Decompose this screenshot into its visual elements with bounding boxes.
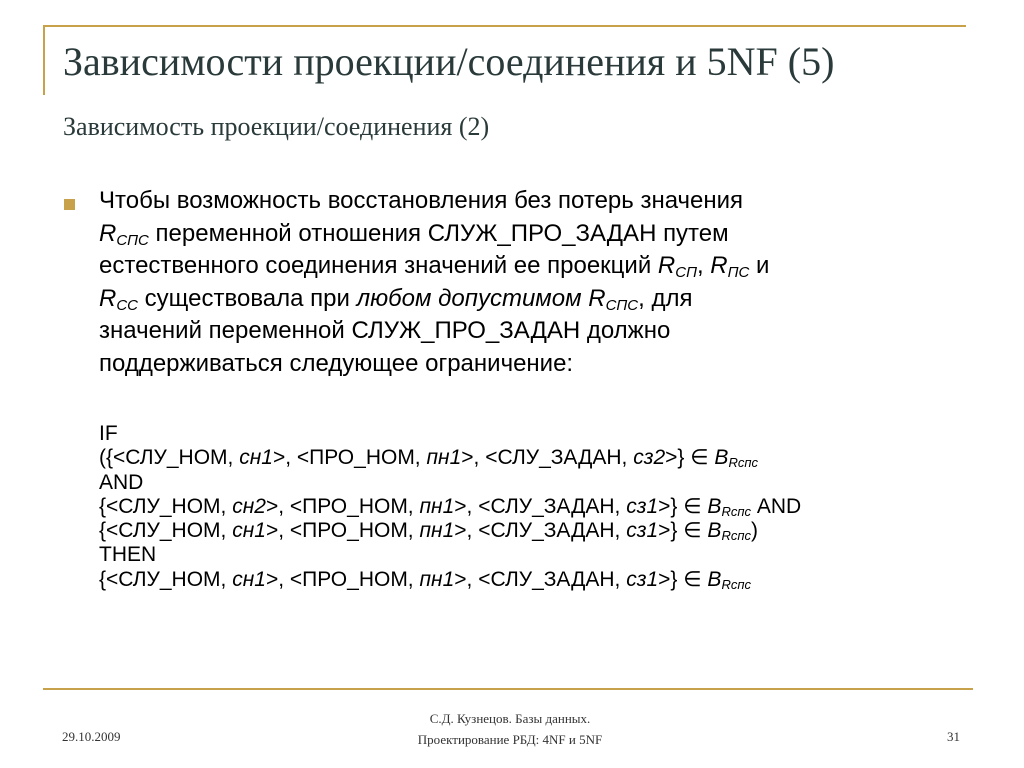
paragraph-line	[99, 283, 959, 316]
text: ,	[696, 252, 711, 279]
relation-symbol: R	[710, 252, 728, 279]
text: >}	[658, 567, 684, 591]
formula-tuple-row	[99, 568, 979, 592]
text: >, <СЛУ_ЗАДАН,	[454, 567, 627, 591]
tuple-value: сз1	[626, 519, 659, 543]
body-subscript: Rспс	[728, 455, 758, 471]
paragraph-line	[99, 185, 959, 218]
formula-tuple-row	[99, 495, 979, 519]
footer-date: 29.10.2009	[62, 729, 121, 744]
text: ({	[99, 446, 114, 470]
text: >}	[665, 446, 691, 470]
body-symbol: B	[707, 494, 722, 518]
relation-subscript: СП	[675, 264, 697, 281]
tuple-value: сн2	[232, 494, 266, 518]
slide-title: Зависимости проекции/соединения и 5NF (5)	[63, 39, 835, 84]
formula-keyword-if: IF	[99, 422, 118, 445]
body-symbol: B	[707, 519, 722, 543]
text: <СЛУ_НОМ,	[106, 519, 233, 543]
text: естественного соединения значений ее проекций	[99, 252, 658, 279]
tuple-value: пн1	[419, 494, 455, 518]
relation-symbol: R	[99, 284, 117, 312]
tuple-value: сз2	[633, 446, 666, 470]
tuple-value: пн1	[419, 567, 455, 591]
element-of-symbol: ∈	[683, 494, 702, 518]
body-subscript: Rспс	[721, 503, 751, 519]
formula-keyword-and: AND	[99, 470, 144, 494]
left-rule	[43, 25, 45, 95]
tuple-value: пн1	[426, 446, 462, 470]
text: {	[99, 519, 107, 543]
relation-symbol: R	[99, 219, 117, 247]
relation-subscript: ПС	[727, 264, 750, 281]
page-number: 31	[947, 729, 960, 744]
text: >, <ПРО_НОМ,	[265, 519, 420, 543]
footer-caption-line: Проектирование РБД: 4NF и 5NF	[417, 732, 603, 747]
relation-symbol: R	[657, 252, 676, 279]
text: существовала при	[138, 284, 357, 312]
tuple-value: пн1	[419, 519, 455, 543]
text: значений переменной СЛУЖ_ПРО_ЗАДАН должно	[99, 317, 671, 344]
text: >, <ПРО_НОМ,	[272, 446, 427, 470]
tuple-value: сн1	[239, 446, 273, 470]
element-of-symbol: ∈	[683, 567, 702, 591]
text: >, <СЛУ_ЗАДАН,	[454, 519, 627, 543]
slide-subtitle: Зависимость проекции/соединения (2)	[63, 112, 490, 141]
text: {	[99, 494, 107, 518]
relation-subscript: СПС	[605, 296, 639, 314]
text: <СЛУ_НОМ,	[113, 446, 240, 470]
tuple-value: сн1	[232, 519, 266, 543]
paragraph-line	[99, 218, 959, 251]
text: >}	[658, 494, 684, 518]
text: <СЛУ_НОМ,	[106, 494, 233, 518]
relation-symbol: R	[588, 284, 606, 312]
relation-subscript: СПС	[116, 231, 149, 249]
text: поддерживаться следующее ограничение:	[99, 349, 574, 377]
text: >}	[658, 519, 684, 543]
paragraph-line	[99, 348, 959, 381]
text: >, <СЛУ_ЗАДАН,	[454, 494, 627, 518]
text: >, <ПРО_НОМ,	[265, 567, 420, 591]
body-subscript: Rспс	[721, 528, 751, 544]
text: >, <ПРО_НОМ,	[265, 494, 420, 518]
tuple-value: сн1	[232, 567, 266, 591]
body-symbol: B	[714, 446, 729, 470]
formula-tuple-row	[99, 446, 979, 470]
top-rule	[43, 25, 966, 27]
element-of-symbol: ∈	[690, 446, 709, 470]
body-subscript: Rспс	[721, 576, 751, 592]
relation-subscript: СС	[116, 296, 139, 314]
body-symbol: B	[707, 567, 722, 591]
tuple-value: сз1	[626, 494, 659, 518]
text: )	[750, 519, 758, 543]
text: и	[749, 252, 770, 279]
text: AND	[750, 494, 802, 518]
footer-caption-line: С.Д. Кузнецов. Базы данных.	[429, 711, 591, 726]
text: Чтобы возможность восстановления без потерь значения	[99, 187, 744, 214]
text: , для	[638, 284, 693, 312]
footer-caption	[350, 708, 670, 750]
tuple-value: сз1	[626, 567, 659, 591]
text: <СЛУ_НОМ,	[106, 567, 233, 591]
element-of-symbol: ∈	[683, 519, 702, 543]
bullet-paragraph	[99, 185, 959, 380]
text: {	[99, 567, 107, 591]
paragraph-line	[99, 315, 959, 348]
bullet-square-icon	[64, 199, 75, 210]
paragraph-line	[99, 250, 959, 283]
constraint-formula	[99, 422, 979, 592]
emphasis-text: любом допустимом	[356, 284, 582, 312]
formula-keyword-then: THEN	[99, 543, 157, 567]
formula-tuple-row	[99, 519, 979, 543]
bottom-rule	[43, 688, 973, 690]
text: >, <СЛУ_ЗАДАН,	[461, 446, 634, 470]
text: переменной отношения СЛУЖ_ПРО_ЗАДАН путем	[148, 219, 729, 247]
